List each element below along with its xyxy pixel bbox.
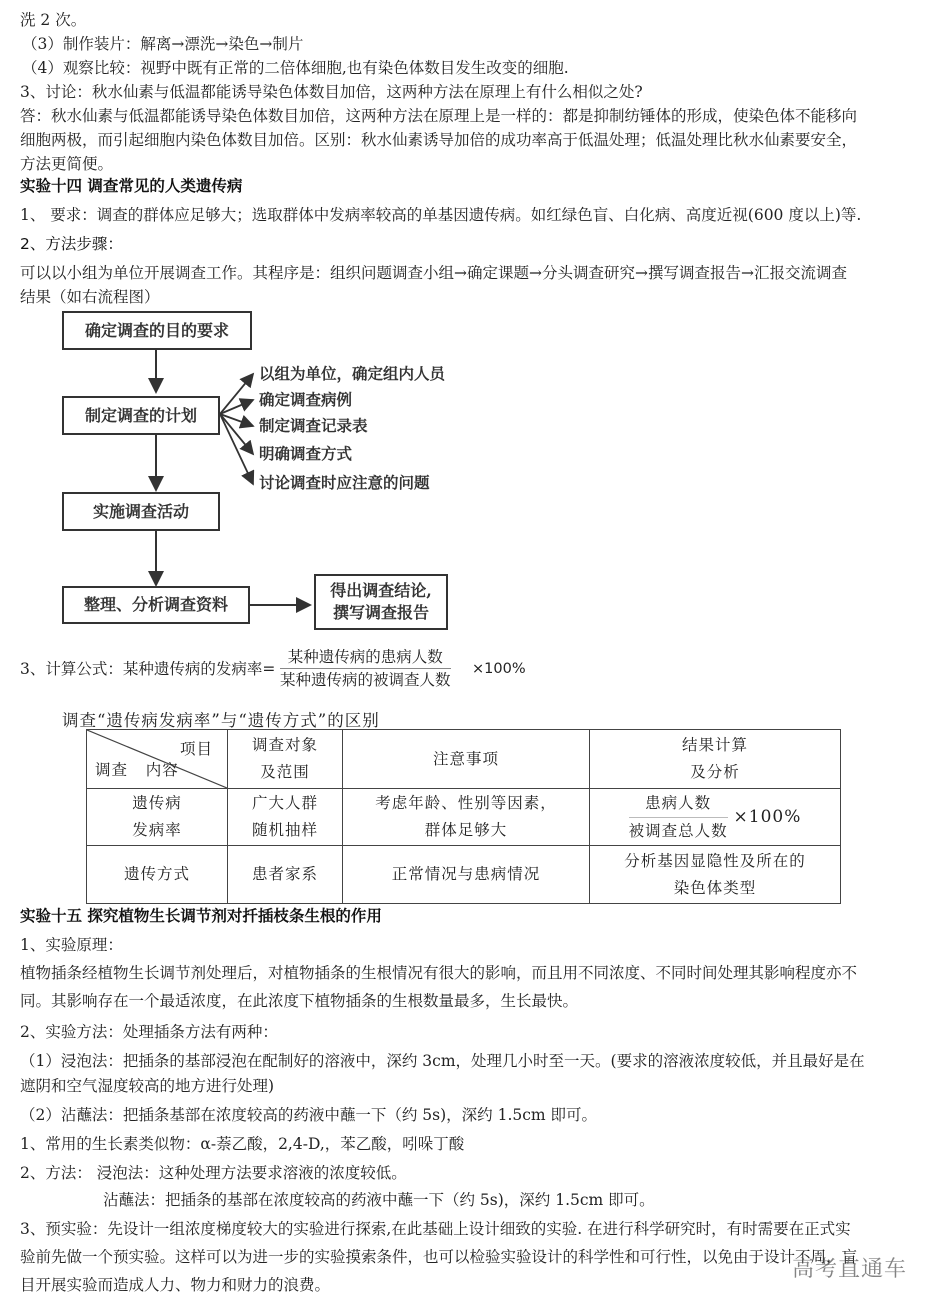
exp14-method-heading: 2、方法步骤： [20, 235, 123, 253]
flow-box-analyze: 整理、分析调查资料 [62, 586, 250, 624]
table-title: 调查“遗传病发病率”与“遗传方式”的区别 [62, 711, 380, 730]
formula-fraction [280, 647, 451, 691]
exp15-dip: （2）沾蘸法：把插条基部在浓度较高的药液中蘸一下（约 5s)，深约 1.5cm 即可。 [20, 1106, 598, 1124]
flow-branch: 讨论调查时应注意的问题 [259, 473, 430, 492]
flow-box-implement: 实施调查活动 [62, 492, 220, 531]
table-cell [590, 846, 841, 904]
exp15-auxins: 1、常用的生长素类似物：α-萘乙酸，2,4-D,，苯乙酸，吲哚丁酸 [20, 1135, 465, 1153]
header-text: 及分析 [690, 763, 740, 781]
exp15-pre-line: 验前先做一个预实验。这样可以为进一步的实验摸索条件，也可以检验实验设计的科学性和可行性，以免由于设计不周，盲 [20, 1248, 858, 1266]
discussion-question: 3、讨论：秋水仙素与低温都能诱导染色体数目加倍，这两种方法在原理上有什么相似之处? [20, 83, 643, 101]
cell-text: 染色体类型 [673, 878, 757, 897]
flow-branch: 制定调查记录表 [259, 416, 368, 435]
header-text: 及范围 [260, 763, 310, 781]
result-multiplier: ×100% [733, 806, 802, 827]
table-cell [590, 789, 841, 846]
table-cell [343, 789, 590, 846]
flow-branch: 确定调查病例 [259, 390, 353, 409]
exp14-requirement: 1、 要求：调查的群体应足够大；选取群体中发病率较高的单基因遗传病。如红绿色盲、白化病、高度近视(600 度以上)等. [20, 206, 862, 224]
exp15-soak-line: （1）浸泡法：把插条的基部浸泡在配制好的溶液中，深约 3cm，处理几小时至一天。(要求的溶液浓度较低，并且最好是在 [20, 1052, 865, 1070]
header-cell: 注意事项 [343, 730, 590, 789]
exp15-method2-line: 2、方法： 浸泡法：这种处理方法要求溶液的浓度较低。 [20, 1164, 407, 1182]
exp14-method-line: 结果（如右流程图） [20, 288, 160, 306]
exp14-title: 实验十四 调查常见的人类遗传病 [20, 177, 243, 195]
answer-line: 答：秋水仙素与低温都能诱导染色体数目加倍，这两种方法在原理上是一样的：都是抑制纺锤体的形成，使染色体不能移向 [20, 107, 858, 125]
exp14-method-line: 可以以小组为单位开展调查工作。其程序是：组织问题调查小组→确定课题→分头调查研究→撰写调查报告→汇报交流调查 [20, 264, 847, 282]
cell-text: 考虑年龄、性别等因素， [375, 794, 557, 812]
result-fraction [629, 790, 728, 845]
cell-text: 遗传病 [132, 794, 182, 812]
answer-line: 细胞两极，而引起细胞内染色体数目加倍。区别：秋水仙素诱导加倍的成功率高于低温处理；低温处理比秋水仙素要安全， [20, 131, 858, 149]
cell-text: 随机抽样 [251, 821, 318, 839]
diagonal-header-cell [87, 730, 228, 789]
header-cell [590, 730, 841, 789]
exp15-method-heading: 2、实验方法：处理插条方法有两种： [20, 1023, 278, 1041]
cell-text: 分析基因显隐性及所在的 [624, 851, 806, 870]
header-cell [228, 730, 343, 789]
table-header-row [87, 730, 841, 789]
cell-text: 发病率 [132, 821, 182, 839]
flow-box-conclusion [314, 574, 448, 630]
conclusion-line: 得出调查结论, [330, 581, 432, 600]
result-denominator: 被调查总人数 [628, 821, 728, 840]
cell-text: 群体足够大 [424, 821, 508, 839]
table-row [87, 846, 841, 904]
formula-denominator: 某种遗传病的被调查人数 [280, 671, 451, 689]
intro-line: 洗 2 次。 [20, 11, 87, 29]
header-item-label: 项目 [179, 740, 213, 758]
exp15-principle-line: 同。其影响存在一个最适浓度，在此浓度下植物插条的生根数量最多，生长最快。 [20, 992, 579, 1010]
formula-label: 3、计算公式：某种遗传病的发病率= [20, 660, 276, 678]
flow-branch: 以组为单位，确定组内人员 [259, 364, 446, 383]
header-text: 结果计算 [681, 736, 748, 754]
table-cell: 患者家系 [228, 846, 343, 904]
table-cell: 正常情况与患病情况 [343, 846, 590, 904]
formula-numerator: 某种遗传病的患病人数 [280, 647, 451, 669]
step-3: （3）制作装片：解离→漂洗→染色→制片 [22, 35, 304, 53]
result-numerator: 患病人数 [629, 790, 728, 818]
table-row [87, 789, 841, 846]
watermark: 高考直通车 [792, 1257, 908, 1282]
flow-box-plan: 制定调查的计划 [62, 396, 220, 435]
table-cell: 遗传方式 [87, 846, 228, 904]
exp15-method2-line: 沾蘸法：把插条的基部在浓度较高的药液中蘸一下（约 5s)，深约 1.5cm 即可。 [103, 1191, 655, 1209]
header-content-label: 调查 内容 [95, 761, 179, 779]
comparison-table [86, 729, 841, 904]
cell-text: 广大人群 [251, 794, 318, 812]
step-4: （4）观察比较：视野中既有正常的二倍体细胞,也有染色体数目发生改变的细胞. [22, 59, 569, 77]
conclusion-line: 撰写调查报告 [332, 603, 429, 622]
exp15-pre-line: 目开展实验而造成人力、物力和财力的浪费。 [20, 1276, 331, 1294]
exp15-principle-line: 植物插条经植物生长调节剂处理后，对植物插条的生根情况有很大的影响，而且用不同浓度、不同时间处理其影响程度亦不 [20, 964, 858, 982]
formula-multiplier: ×100% [472, 661, 526, 677]
flow-branch: 明确调查方式 [259, 444, 353, 463]
exp15-principle-heading: 1、实验原理： [20, 936, 123, 954]
header-text: 调查对象 [251, 736, 318, 754]
exp15-pre-line: 3、预实验：先设计一组浓度梯度较大的实验进行探索,在此基础上设计细致的实验. 在进行科学研究时，有时需要在正式实 [20, 1220, 851, 1238]
table-cell [228, 789, 343, 846]
exp15-title: 实验十五 探究植物生长调节剂对扦插枝条生根的作用 [20, 907, 382, 925]
table-cell [87, 789, 228, 846]
answer-line: 方法更简便。 [20, 155, 114, 173]
flow-box-goal: 确定调查的目的要求 [62, 311, 252, 350]
exp15-soak-line: 遮阴和空气湿度较高的地方进行处理) [20, 1077, 275, 1095]
